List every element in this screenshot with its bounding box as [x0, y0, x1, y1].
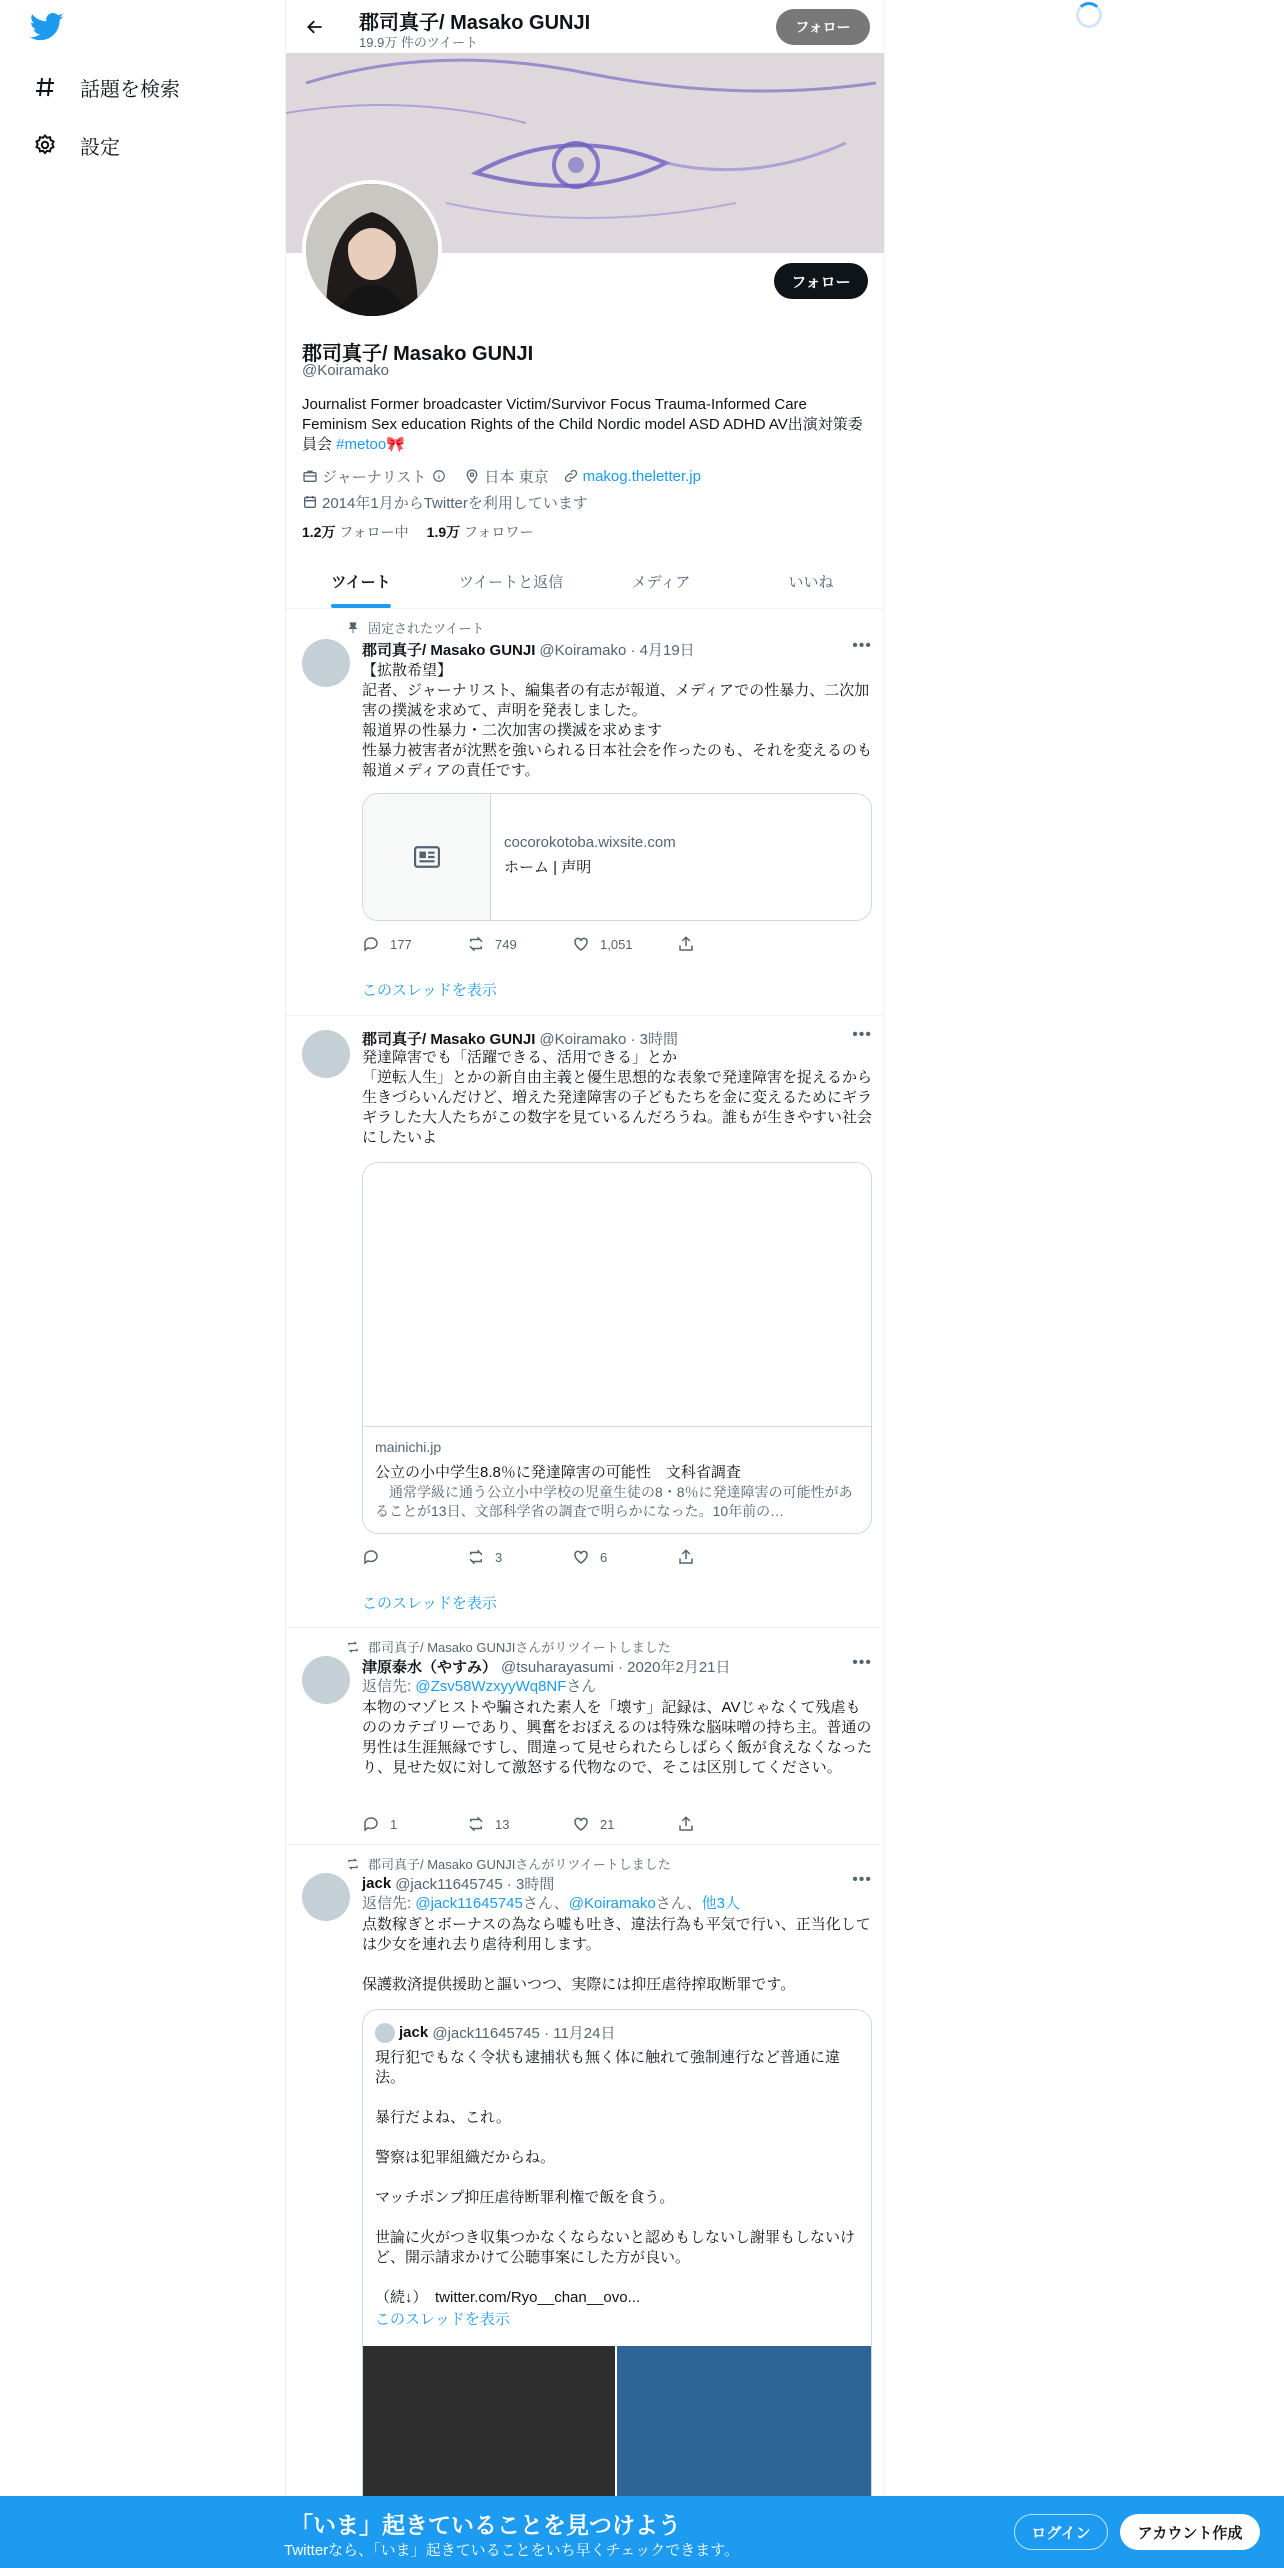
retweet-button[interactable] — [467, 1815, 572, 1833]
card-image — [363, 1163, 872, 1427]
show-thread-link[interactable]: このスレッドを表示 — [362, 982, 497, 999]
profile-column — [285, 0, 885, 2568]
twitter-bird-icon[interactable] — [30, 12, 66, 48]
tweet-header — [362, 1656, 872, 1677]
tab-tweets[interactable]: ツイート — [286, 555, 436, 608]
tweet-header — [362, 1873, 872, 1894]
reply-count: 177 — [390, 936, 412, 952]
reply-button[interactable] — [362, 1548, 467, 1566]
reply-count: 1 — [390, 1816, 398, 1832]
tweet-4-retweet[interactable] — [286, 1845, 885, 2568]
retweet-count: 3 — [495, 1549, 503, 1565]
like-button[interactable] — [572, 1548, 677, 1566]
pinned-context — [346, 618, 484, 637]
share-icon — [677, 1548, 695, 1566]
card-title: ホーム | 声明 — [504, 859, 592, 876]
profile-tabs — [286, 555, 885, 609]
card-domain: mainichi.jp — [375, 1439, 442, 1455]
like-count: 21 — [600, 1816, 615, 1832]
reply-to-link[interactable]: @Zsv58WzxyyWq8NF — [415, 1678, 567, 1695]
avatar[interactable] — [302, 1030, 350, 1078]
retweet-icon — [346, 1640, 360, 1654]
tweet-3-retweet[interactable] — [286, 1628, 885, 1845]
like-count: 1,051 — [600, 936, 633, 952]
retweet-icon — [346, 1857, 360, 1871]
quoted-tweet[interactable] — [362, 2009, 872, 2529]
signup-button[interactable]: アカウント作成 — [1120, 2514, 1260, 2550]
like-button[interactable] — [572, 1815, 677, 1833]
pinned-label: 固定されたツイート — [368, 621, 485, 636]
share-button[interactable] — [677, 935, 782, 953]
tab-tweets-and-replies[interactable]: ツイートと返信 — [458, 574, 564, 591]
tab-likes[interactable]: いいね — [788, 574, 834, 591]
tweet-header — [362, 639, 872, 660]
reply-prefix: 返信先: — [362, 1678, 416, 1695]
header-name: 郡司真子/ Masako GUNJI — [359, 12, 591, 34]
more-options-icon[interactable]: ••• — [852, 1871, 872, 1888]
reply-button[interactable] — [362, 935, 467, 953]
avatar[interactable] — [302, 1656, 350, 1704]
following-count: 1.2万 — [302, 524, 336, 540]
quoted-tweet-header — [375, 2022, 616, 2043]
tweet-author-meta[interactable]: @Koiramako · 4月19日 — [539, 642, 695, 659]
calendar-icon — [302, 494, 318, 510]
reply-others-link[interactable]: 他3人 — [701, 1895, 740, 1912]
reply-to-link[interactable]: @Koiramako — [568, 1895, 656, 1912]
bottom-bar-title: 「いま」起きていることを見つけよう — [290, 2512, 681, 2538]
quoted-author-name: jack — [399, 2024, 429, 2041]
avatar[interactable] — [302, 639, 350, 687]
card-title: 公立の小中学生8.8％に発達障害の可能性 文科省調査 — [375, 1464, 741, 1481]
reply-icon — [362, 935, 380, 953]
pin-icon — [346, 621, 360, 635]
tab-media[interactable]: メディア — [631, 574, 691, 591]
tweet-author-name[interactable]: 郡司真子/ Masako GUNJI — [362, 1031, 536, 1048]
tweet-text: 【拡散希望】 記者、ジャーナリスト、編集者の有志が報道、メディアでの性暴力、二次加害の撲滅を求めて、声明を発表しました。 報道界の性暴力・二次加害の撲滅を求めます 性暴力被害者が沈黙を強いられる日本社会を作ったのも、それを変えるのも報道メディアの責任です。 — [362, 662, 873, 779]
briefcase-icon — [302, 468, 318, 484]
joined-item — [302, 492, 588, 512]
like-count: 6 — [600, 1549, 608, 1565]
link-icon — [563, 468, 579, 484]
tweet-actions — [362, 935, 782, 953]
followers-count: 1.9万 — [426, 524, 461, 540]
profile-follow-button[interactable]: フォロー — [774, 263, 868, 299]
retweet-icon — [467, 935, 485, 953]
tweet-actions — [362, 1548, 782, 1566]
retweet-button[interactable] — [467, 935, 572, 953]
tweet-pinned[interactable] — [286, 609, 885, 1016]
link-card[interactable] — [362, 1162, 872, 1534]
card-description: 通常学級に通う公立小中学校の児童生徒の8・8％に発達障害の可能性があることが13日、文部科学省の調査で明らかになった。10年前の… — [375, 1484, 853, 1519]
tweet-author-meta[interactable]: @tsuharayasumi · 2020年2月21日 — [501, 1659, 731, 1676]
header-follow-button[interactable]: フォロー — [776, 9, 870, 45]
tweet-author-meta[interactable]: @Koiramako · 3時間 — [539, 1031, 678, 1048]
share-button[interactable] — [677, 1815, 782, 1833]
retweet-context-label: 郡司真子/ Masako GUNJIさんがリツイートしました — [368, 1640, 671, 1655]
profile-handle: @Koiramako — [302, 362, 389, 379]
tweet-author-name[interactable]: jack — [362, 1875, 392, 1892]
followers-label: フォロワー — [464, 524, 534, 540]
retweet-count: 13 — [495, 1816, 510, 1832]
share-icon — [677, 1815, 695, 1833]
location-item — [464, 466, 548, 486]
ribbon-emoji: 🎀 — [386, 436, 405, 453]
url-item — [563, 466, 701, 486]
tweet-author-name[interactable]: 郡司真子/ Masako GUNJI — [362, 642, 536, 659]
follow-counts — [302, 522, 551, 542]
card-domain: cocorokotoba.wixsite.com — [504, 834, 676, 851]
tweet-author-name[interactable]: 津原泰水（やすみ） — [362, 1659, 498, 1676]
tweet-2[interactable] — [286, 1016, 885, 1628]
retweet-count: 749 — [495, 936, 517, 952]
reply-to-link[interactable]: @jack11645745 — [415, 1895, 523, 1912]
heart-icon — [572, 1548, 590, 1566]
profile-header-bar — [286, 0, 885, 53]
reply-icon — [362, 1815, 380, 1833]
back-arrow-icon[interactable] — [300, 12, 330, 42]
following-label: フォロー中 — [339, 524, 409, 540]
location-pin-icon — [464, 468, 480, 484]
retweet-context — [346, 1854, 671, 1873]
show-thread-link[interactable]: このスレッドを表示 — [362, 1595, 497, 1612]
show-thread-link[interactable]: このスレッドを表示 — [375, 2311, 510, 2328]
tweet-actions — [362, 1815, 782, 1833]
nav-settings-label: 設定 — [80, 136, 120, 159]
info-icon[interactable] — [432, 469, 446, 483]
bio-text: Journalist Former broadcaster Victim/Survivor Focus Trauma-Informed Care Feminism Sex education Rights of the Child Nordic model ASD ADHD AV出演対策委員会 — [302, 396, 863, 453]
quoted-tweet-text: 現行犯でもなく令状も逮捕状も無く体に触れて強制連行など普通に違法。 暴行だよね、これ。 警察は犯罪組織だからね。 マッチポンプ抑圧虐待断罪利権で飯を食う。 世論に火がつき収集つかなくならないと認めもしないし謝罪もしないけど、開示請求かけて公聴事案にした方が良い。 （続↓） twitter.com/Ryo__chan__ovo... — [375, 2049, 856, 2306]
profile-meta — [302, 466, 872, 512]
heart-icon — [572, 935, 590, 953]
reply-to-line — [362, 1677, 872, 1697]
reply-mid: さん、 — [522, 1895, 569, 1912]
profile-name: 郡司真子/ Masako GUNJI — [302, 343, 534, 365]
login-button[interactable]: ログイン — [1014, 2514, 1108, 2550]
quoted-media-image[interactable] — [617, 2346, 872, 2506]
tweet-text: 本物のマゾヒストや騙された素人を「壊す」記録は、AVじゃなくて残虐もののカテゴリーであり、興奮をおぼえるのは特殊な脳味噌の持ち主。普通の男性は生涯無縁ですし、間違って見せられたらしばらく飯が食えなくなったり、見せた奴に対して激怒する代物なので、そこは区別してください。 — [362, 1699, 873, 1776]
retweet-context — [346, 1637, 671, 1656]
nav-explore[interactable] — [30, 67, 180, 107]
like-button[interactable] — [572, 935, 677, 953]
loading-spinner-icon — [1076, 2, 1102, 28]
retweet-context-label: 郡司真子/ Masako GUNJIさんがリツイートしました — [368, 1857, 671, 1872]
hashtag-icon — [30, 72, 60, 102]
more-options-icon[interactable]: ••• — [852, 1654, 872, 1671]
signup-bottom-bar — [0, 2496, 1284, 2568]
bio-hashtag-link[interactable]: #metoo — [336, 436, 387, 453]
reply-prefix: 返信先: — [362, 1895, 416, 1912]
profile-avatar[interactable] — [302, 180, 442, 320]
reply-button[interactable] — [362, 1815, 467, 1833]
followers-link[interactable] — [427, 522, 534, 542]
reply-icon — [362, 1548, 380, 1566]
retweet-button[interactable] — [467, 1548, 572, 1566]
header-tweet-count: 19.9万 件のツイート — [359, 35, 479, 50]
more-options-icon[interactable]: ••• — [852, 1026, 872, 1043]
profile-url-link[interactable]: makog.theletter.jp — [582, 467, 701, 485]
reply-mid: さん、 — [655, 1895, 702, 1912]
link-card[interactable] — [362, 793, 872, 921]
gear-icon — [30, 130, 60, 160]
retweet-icon — [467, 1548, 485, 1566]
tweet-text: 発達障害でも「活躍できる、活用できる」とか 「逆転人生」とかの新自由主義と優生思想的な表象で発達障害を捉えるから生きづらいんだけど、増えた発達障害の子どもたちを金に変えるためにギラギラした大人たちがこの数字を見ているんだろうね。誰もが生きやすい社会にしたいよ — [362, 1049, 873, 1146]
avatar[interactable] — [302, 1873, 350, 1921]
bottom-bar-subtitle: Twitterなら、「いま」起きていることをいち早くチェックできます。 — [284, 2542, 740, 2559]
joined-text: 2014年1月からTwitterを利用しています — [322, 494, 588, 512]
left-nav — [0, 0, 285, 2568]
following-link[interactable] — [302, 522, 409, 542]
avatar — [375, 2023, 395, 2043]
occupation-text: ジャーナリスト — [322, 468, 427, 486]
tweet-header — [362, 1028, 872, 1049]
tweet-author-meta[interactable]: @jack11645745 · 3時間 — [395, 1876, 555, 1893]
nav-settings[interactable] — [30, 125, 120, 165]
location-text: 日本 東京 — [484, 468, 549, 486]
profile-bio — [302, 395, 872, 455]
share-button[interactable] — [677, 1548, 782, 1566]
reply-to-line — [362, 1894, 872, 1914]
share-icon — [677, 935, 695, 953]
reply-suffix: さん — [566, 1678, 597, 1695]
article-icon — [363, 794, 491, 920]
occupation-item — [302, 466, 450, 486]
heart-icon — [572, 1815, 590, 1833]
retweet-icon — [467, 1815, 485, 1833]
more-options-icon[interactable]: ••• — [852, 637, 872, 654]
quoted-media-image[interactable] — [363, 2346, 615, 2506]
quoted-author-meta: @jack11645745 · 11月24日 — [432, 2025, 616, 2042]
nav-explore-label: 話題を検索 — [80, 78, 180, 101]
tweet-text: 点数稼ぎとボーナスの為なら嘘も吐き、違法行為も平気で行い、正当化しては少女を連れ去り虐待利用します。 保護救済提供援助と謳いつつ、実際には抑圧虐待搾取断罪です。 — [362, 1916, 871, 1993]
